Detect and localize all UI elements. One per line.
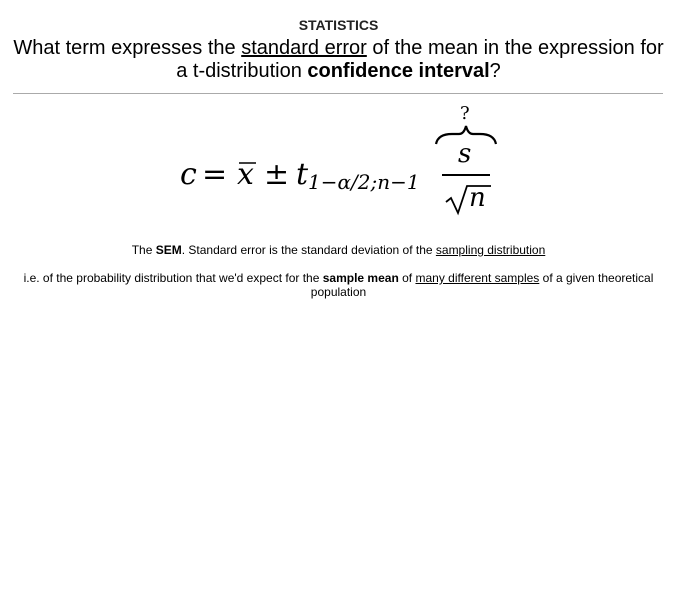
formula-image [170, 98, 510, 223]
divider [13, 93, 663, 94]
formula-s: s [458, 139, 472, 169]
formula-t: t [296, 157, 309, 192]
sem-term: SEM [155, 243, 182, 257]
answer-line2-suffix: of a given theoretical population [310, 271, 654, 299]
confidence-interval-term: confidence interval [307, 60, 490, 82]
formula-c: c [180, 157, 197, 192]
sample-mean-term: sample mean [322, 271, 399, 285]
many-different-samples-link[interactable]: many different samples [415, 271, 540, 285]
question-part-2: of the mean in the expression for a t-distribution [176, 37, 664, 82]
answer-mid: . Standard error is the standard deviation of the [181, 243, 436, 257]
answer-line-2 [15, 271, 662, 299]
answer-prefix: The [131, 243, 156, 257]
answer-line2-of: of [398, 271, 416, 285]
formula-n: n [469, 183, 486, 213]
standard-error-link[interactable]: standard error [241, 37, 367, 59]
formula-xbar: x [237, 157, 254, 192]
deck-title: STATISTICS [298, 17, 379, 33]
formula-question-mark: ? [460, 103, 470, 124]
question-part-1: What term expresses the [13, 37, 242, 59]
formula-subscript: 1−α/2;n−1 [308, 170, 420, 194]
question-text [10, 37, 667, 83]
formula-plus-minus: ± [264, 157, 290, 192]
formula-equals: = [202, 157, 228, 192]
answer-line-1 [15, 243, 662, 257]
question-part-3: ? [489, 60, 501, 82]
sampling-distribution-link[interactable]: sampling distribution [435, 243, 546, 257]
answer-line2-prefix: i.e. of the probability distribution that we'd expect for the [23, 271, 323, 285]
